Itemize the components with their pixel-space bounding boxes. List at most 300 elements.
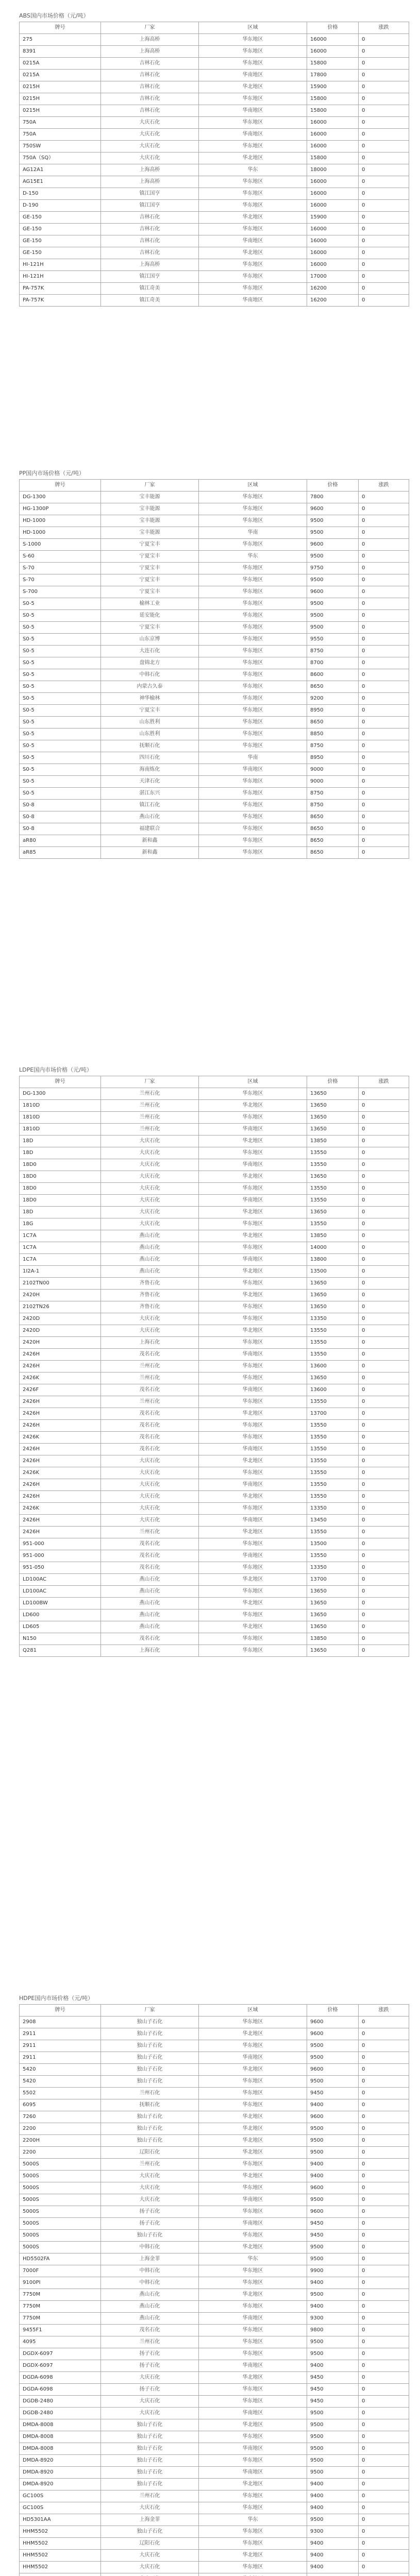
section-title: LDPE国内市场价格（元/吨） [19, 1066, 92, 1073]
grade-cell: S0-5 [20, 646, 101, 657]
maker-cell: 上海石化 [101, 1645, 199, 1657]
origin-cell: 华北地区 [199, 2111, 307, 2123]
col-header-price: 价格 [307, 480, 359, 492]
table-row [20, 2076, 409, 2088]
grade-cell: 18D0 [20, 1171, 101, 1183]
grade-cell: S0-5 [20, 598, 101, 610]
maker-cell: 大庆石化 [101, 1159, 199, 1171]
price-cell: 8950 [307, 705, 359, 717]
change-cell: 0 [359, 2360, 409, 2372]
maker-cell: 吉林石化 [101, 224, 199, 235]
change-cell: 0 [359, 2526, 409, 2538]
origin-cell: 华南地区 [199, 2443, 307, 2455]
change-cell: 0 [359, 1112, 409, 1124]
price-cell: 9450 [307, 2230, 359, 2242]
table-row [20, 1218, 409, 1230]
grade-cell: HG-1300P [20, 503, 101, 515]
change-cell: 0 [359, 646, 409, 657]
grade-cell: S0-5 [20, 622, 101, 634]
maker-cell: 大庆石化 [101, 2562, 199, 2573]
price-cell: 9400 [307, 2538, 359, 2550]
change-cell: 0 [359, 2550, 409, 2562]
table-row [20, 152, 409, 164]
maker-cell: 内蒙古久泰 [101, 681, 199, 693]
origin-cell: 华东地区 [199, 2265, 307, 2277]
origin-cell: 华东地区 [199, 574, 307, 586]
grade-cell: S0-5 [20, 717, 101, 728]
maker-cell: 扬子石化 [101, 2348, 199, 2360]
change-cell: 0 [359, 847, 409, 859]
grade-cell: 5000S [20, 2218, 101, 2230]
grade-cell: DMDA-8008 [20, 2443, 101, 2455]
table-row [20, 2171, 409, 2182]
grade-cell: S0-5 [20, 728, 101, 740]
origin-cell: 华北地区 [199, 1136, 307, 1147]
grade-cell: S0-5 [20, 693, 101, 705]
change-cell: 0 [359, 2384, 409, 2396]
grade-cell: 2426K [20, 1432, 101, 1444]
table-row [20, 2550, 409, 2562]
grade-cell: HD5301AA [20, 2514, 101, 2526]
grade-cell: 18G [20, 1218, 101, 1230]
origin-cell: 华南地区 [199, 70, 307, 81]
maker-cell: 吉林石化 [101, 212, 199, 224]
origin-cell: 华东地区 [199, 2206, 307, 2218]
maker-cell: 大庆石化 [101, 2502, 199, 2514]
table-row [20, 1609, 409, 1621]
origin-cell: 华东地区 [199, 563, 307, 574]
change-cell: 0 [359, 2289, 409, 2301]
table-row [20, 1159, 409, 1171]
change-cell: 0 [359, 2111, 409, 2123]
price-cell: 8650 [307, 847, 359, 859]
maker-cell: 茂名石化 [101, 1349, 199, 1361]
maker-cell: 兰州石化 [101, 2159, 199, 2171]
change-cell: 0 [359, 1349, 409, 1361]
price-cell: 13650 [307, 1171, 359, 1183]
table-row [20, 657, 409, 669]
maker-cell: 上海高桥 [101, 259, 199, 271]
grade-cell: N150 [20, 1633, 101, 1645]
maker-cell: 兰州石化 [101, 2088, 199, 2099]
price-cell: 8750 [307, 788, 359, 800]
price-cell: 8750 [307, 800, 359, 811]
price-cell: 17000 [307, 271, 359, 283]
grade-cell: 1C7A [20, 1242, 101, 1254]
origin-cell: 华东地区 [199, 740, 307, 752]
grade-cell: 2426H [20, 1444, 101, 1455]
maker-cell: 新和鑫 [101, 847, 199, 859]
table-row [20, 1124, 409, 1136]
change-cell: 0 [359, 2265, 409, 2277]
origin-cell: 华东地区 [199, 2455, 307, 2467]
origin-cell: 华东地区 [199, 283, 307, 295]
origin-cell: 华东地区 [199, 515, 307, 527]
price-cell: 16000 [307, 224, 359, 235]
change-cell: 0 [359, 2467, 409, 2479]
maker-cell: 燕山石化 [101, 1242, 199, 1254]
change-cell: 0 [359, 1147, 409, 1159]
table-row [20, 1621, 409, 1633]
table-row [20, 1574, 409, 1586]
maker-cell: 大庆石化 [101, 129, 199, 141]
maker-cell: 上海高桥 [101, 176, 199, 188]
price-cell: 9300 [307, 2526, 359, 2538]
maker-cell: 独山子石化 [101, 2467, 199, 2479]
grade-cell: GE-150 [20, 235, 101, 247]
table-row [20, 2277, 409, 2289]
change-cell: 0 [359, 1515, 409, 1527]
grade-cell: S0-5 [20, 610, 101, 622]
origin-cell: 华南地区 [199, 2218, 307, 2230]
col-header-grade: 牌号 [20, 1076, 101, 1088]
grade-cell: S0-8 [20, 823, 101, 835]
maker-cell: 大庆石化 [101, 1207, 199, 1218]
change-cell: 0 [359, 1527, 409, 1538]
grade-cell: DG-1300 [20, 492, 101, 503]
table-row [20, 811, 409, 823]
grade-cell: 951-000 [20, 1538, 101, 1550]
maker-cell: 兰州石化 [101, 1361, 199, 1372]
table-row [20, 1301, 409, 1313]
origin-cell: 华东地区 [199, 634, 307, 646]
price-cell: 13550 [307, 1183, 359, 1195]
maker-cell: 扬子石化 [101, 2360, 199, 2372]
table-row [20, 2443, 409, 2455]
change-cell: 0 [359, 283, 409, 295]
maker-cell: 吉林石化 [101, 235, 199, 247]
price-cell: 9600 [307, 2182, 359, 2194]
table-row [20, 1361, 409, 1372]
price-cell: 13550 [307, 1455, 359, 1467]
origin-cell: 华北地区 [199, 1171, 307, 1183]
section-title: HDPE国内市场价格（元/吨） [19, 1995, 94, 2002]
col-header-change: 涨跌 [359, 480, 409, 492]
maker-cell: 大庆石化 [101, 1147, 199, 1159]
origin-cell: 华东地区 [199, 835, 307, 847]
maker-cell: 大庆石化 [101, 1491, 199, 1503]
maker-cell: 独山子石化 [101, 2040, 199, 2052]
maker-cell: 大庆石化 [101, 141, 199, 152]
price-cell: 8700 [307, 657, 359, 669]
change-cell: 0 [359, 752, 409, 764]
price-cell: 9400 [307, 2159, 359, 2171]
change-cell: 0 [359, 1479, 409, 1491]
price-cell: 9500 [307, 2467, 359, 2479]
change-cell: 0 [359, 1562, 409, 1574]
price-cell: 8650 [307, 835, 359, 847]
maker-cell: 独山子石化 [101, 2419, 199, 2431]
price-cell: 13550 [307, 1491, 359, 1503]
change-cell: 0 [359, 105, 409, 117]
table-row [20, 1207, 409, 1218]
origin-cell: 华东地区 [199, 717, 307, 728]
maker-cell: 宁夏宝丰 [101, 539, 199, 551]
origin-cell: 华南地区 [199, 1444, 307, 1455]
grade-cell: 5000S [20, 2206, 101, 2218]
origin-cell: 华东 [199, 2514, 307, 2526]
change-cell: 0 [359, 1586, 409, 1598]
price-section [19, 468, 409, 859]
price-cell: 9200 [307, 693, 359, 705]
price-cell: 9400 [307, 2360, 359, 2372]
maker-cell: 宁夏宝丰 [101, 574, 199, 586]
change-cell: 0 [359, 1491, 409, 1503]
table-row [20, 2301, 409, 2313]
change-cell: 0 [359, 1301, 409, 1313]
change-cell: 0 [359, 200, 409, 212]
grade-cell: D-190 [20, 200, 101, 212]
change-cell: 0 [359, 81, 409, 93]
price-table [19, 2004, 409, 2576]
table-row [20, 1147, 409, 1159]
maker-cell: 兰州石化 [101, 2336, 199, 2348]
origin-cell: 华东地区 [199, 2099, 307, 2111]
table-row [20, 539, 409, 551]
price-cell: 13550 [307, 1325, 359, 1337]
table-row [20, 1408, 409, 1420]
maker-cell: 燕山石化 [101, 1574, 199, 1586]
table-row [20, 2147, 409, 2159]
table-row [20, 235, 409, 247]
table-row [20, 1195, 409, 1207]
col-header-grade: 牌号 [20, 22, 101, 34]
maker-cell: 宝丰能源 [101, 515, 199, 527]
grade-cell: 8391 [20, 46, 101, 58]
maker-cell: 延安能化 [101, 610, 199, 622]
price-cell: 9600 [307, 586, 359, 598]
maker-cell: 天津石化 [101, 776, 199, 788]
origin-cell: 华东地区 [199, 2301, 307, 2313]
change-cell: 0 [359, 2455, 409, 2467]
grade-cell: 750A [20, 117, 101, 129]
table-row [20, 2099, 409, 2111]
origin-cell: 华北地区 [199, 1207, 307, 1218]
maker-cell: 齐鲁石化 [101, 1278, 199, 1290]
maker-cell: 独山子石化 [101, 2052, 199, 2064]
price-cell: 15800 [307, 58, 359, 70]
origin-cell: 华南地区 [199, 1195, 307, 1207]
grade-cell: 2420D [20, 1313, 101, 1325]
grade-cell: 951-000 [20, 1550, 101, 1562]
table-row [20, 2052, 409, 2064]
price-cell: 13850 [307, 1230, 359, 1242]
change-cell: 0 [359, 2052, 409, 2064]
grade-cell: PA-757K [20, 283, 101, 295]
grade-cell: 2426K [20, 1372, 101, 1384]
change-cell: 0 [359, 2159, 409, 2171]
change-cell: 0 [359, 2147, 409, 2159]
change-cell: 0 [359, 224, 409, 235]
grade-cell: DG-1300 [20, 1088, 101, 1100]
grade-cell: S0-5 [20, 788, 101, 800]
grade-cell: AG15E1 [20, 176, 101, 188]
price-cell: 13550 [307, 1147, 359, 1159]
table-row [20, 1538, 409, 1550]
table-row [20, 717, 409, 728]
origin-cell: 华南地区 [199, 129, 307, 141]
table-row [20, 1562, 409, 1574]
grade-cell: 1810D [20, 1100, 101, 1112]
maker-cell: 上海高桥 [101, 164, 199, 176]
origin-cell: 华东地区 [199, 1112, 307, 1124]
price-cell [307, 2573, 359, 2576]
origin-cell: 华南地区 [199, 2313, 307, 2325]
origin-cell: 华东地区 [199, 705, 307, 717]
origin-cell: 华东地区 [199, 2490, 307, 2502]
grade-cell: 7750M [20, 2289, 101, 2301]
change-cell: 0 [359, 2218, 409, 2230]
change-cell: 0 [359, 2336, 409, 2348]
price-cell: 9600 [307, 2028, 359, 2040]
maker-cell: 独山子石化 [101, 2064, 199, 2076]
table-row [20, 2135, 409, 2147]
maker-cell: 大庆石化 [101, 2194, 199, 2206]
change-cell: 0 [359, 1207, 409, 1218]
origin-cell: 华北地区 [199, 212, 307, 224]
grade-cell: HHM5502 [20, 2538, 101, 2550]
maker-cell: 独山子石化 [101, 2111, 199, 2123]
maker-cell: 镇江奇美 [101, 283, 199, 295]
table-row [20, 1290, 409, 1301]
maker-cell: 吉林石化 [101, 81, 199, 93]
origin-cell: 华东地区 [199, 1562, 307, 1574]
change-cell: 0 [359, 1313, 409, 1325]
price-cell: 16200 [307, 283, 359, 295]
maker-cell: 大庆石化 [101, 2171, 199, 2182]
price-section [19, 10, 409, 307]
change-cell: 0 [359, 117, 409, 129]
origin-cell: 华东 [199, 551, 307, 563]
change-cell: 0 [359, 259, 409, 271]
maker-cell: 山东胜利 [101, 717, 199, 728]
maker-cell: 兰州石化 [101, 2490, 199, 2502]
table-row [20, 2289, 409, 2301]
section-title: ABS国内市场价格（元/吨） [19, 12, 89, 19]
maker-cell: 独山子石化 [101, 2443, 199, 2455]
table-row [20, 2573, 409, 2576]
maker-cell: 燕山石化 [101, 811, 199, 823]
table-row [20, 93, 409, 105]
change-cell: 0 [359, 598, 409, 610]
grade-cell: 0215H [20, 93, 101, 105]
maker-cell: 燕山石化 [101, 1266, 199, 1278]
origin-cell: 华东地区 [199, 2325, 307, 2336]
maker-cell: 四川石化 [101, 752, 199, 764]
change-cell [359, 2573, 409, 2576]
price-cell: 9450 [307, 2384, 359, 2396]
change-cell: 0 [359, 764, 409, 776]
price-cell: 9600 [307, 2064, 359, 2076]
grade-cell: HHM5502 [20, 2562, 101, 2573]
grade-cell: S0-5 [20, 681, 101, 693]
origin-cell: 华东地区 [199, 610, 307, 622]
table-row [20, 1372, 409, 1384]
change-cell: 0 [359, 1609, 409, 1621]
origin-cell: 华东地区 [199, 1432, 307, 1444]
change-cell: 0 [359, 2431, 409, 2443]
grade-cell: 2200 [20, 2123, 101, 2135]
origin-cell: 华南地区 [199, 295, 307, 307]
grade-cell: 18D0 [20, 1159, 101, 1171]
grade-cell: 5420 [20, 2064, 101, 2076]
change-cell: 0 [359, 1444, 409, 1455]
origin-cell: 华东地区 [199, 1313, 307, 1325]
table-row [20, 705, 409, 717]
maker-cell: 海南炼化 [101, 764, 199, 776]
origin-cell: 华东地区 [199, 622, 307, 634]
origin-cell: 华东地区 [199, 646, 307, 657]
maker-cell: 独山子石化 [101, 2123, 199, 2135]
origin-cell: 华北地区 [199, 2372, 307, 2384]
grade-cell: LD600 [20, 1609, 101, 1621]
maker-cell: 扬子石化 [101, 2218, 199, 2230]
maker-cell: 上海石化 [101, 1337, 199, 1349]
origin-cell: 华北地区 [199, 1574, 307, 1586]
table-row [20, 1515, 409, 1527]
origin-cell: 华东地区 [199, 93, 307, 105]
change-cell: 0 [359, 2408, 409, 2419]
maker-cell: 燕山石化 [101, 2313, 199, 2325]
origin-cell: 华北地区 [199, 1266, 307, 1278]
grade-cell: 0215H [20, 81, 101, 93]
change-cell: 0 [359, 2194, 409, 2206]
table-row [20, 2265, 409, 2277]
table-row [20, 823, 409, 835]
price-cell: 9300 [307, 2313, 359, 2325]
price-cell: 9500 [307, 2147, 359, 2159]
maker-cell: 上海金菲 [101, 2253, 199, 2265]
price-cell: 9500 [307, 2123, 359, 2135]
price-cell: 13650 [307, 1598, 359, 1609]
maker-cell: 大庆石化 [101, 1467, 199, 1479]
change-cell: 0 [359, 58, 409, 70]
table-row [20, 117, 409, 129]
table-row [20, 105, 409, 117]
change-cell: 0 [359, 2396, 409, 2408]
change-cell: 0 [359, 2301, 409, 2313]
maker-cell: 榆林工业 [101, 598, 199, 610]
price-cell: 9400 [307, 2277, 359, 2289]
price-cell: 13650 [307, 1586, 359, 1598]
grade-cell: aR80 [20, 835, 101, 847]
price-cell: 9400 [307, 2479, 359, 2490]
change-cell: 0 [359, 1290, 409, 1301]
table-row [20, 2455, 409, 2467]
grade-cell: 7750M [20, 2313, 101, 2325]
change-cell: 0 [359, 1372, 409, 1384]
price-cell: 13650 [307, 1088, 359, 1100]
origin-cell: 华东地区 [199, 823, 307, 835]
table-row [20, 551, 409, 563]
price-cell: 8650 [307, 681, 359, 693]
grade-cell: 1C7A [20, 1230, 101, 1242]
grade-cell: 18D [20, 1147, 101, 1159]
price-cell: 7800 [307, 492, 359, 503]
table-row [20, 681, 409, 693]
table-row [20, 1503, 409, 1515]
price-cell: 9450 [307, 2372, 359, 2384]
grade-cell: 1810D [20, 1124, 101, 1136]
origin-cell: 华东地区 [199, 788, 307, 800]
grade-cell: S0-5 [20, 669, 101, 681]
change-cell: 0 [359, 1218, 409, 1230]
grade-cell: 1810D [20, 1112, 101, 1124]
grade-cell: LD100AC [20, 1586, 101, 1598]
price-cell: 9400 [307, 2550, 359, 2562]
origin-cell: 华东地区 [199, 2538, 307, 2550]
grade-cell: HI-121H [20, 259, 101, 271]
